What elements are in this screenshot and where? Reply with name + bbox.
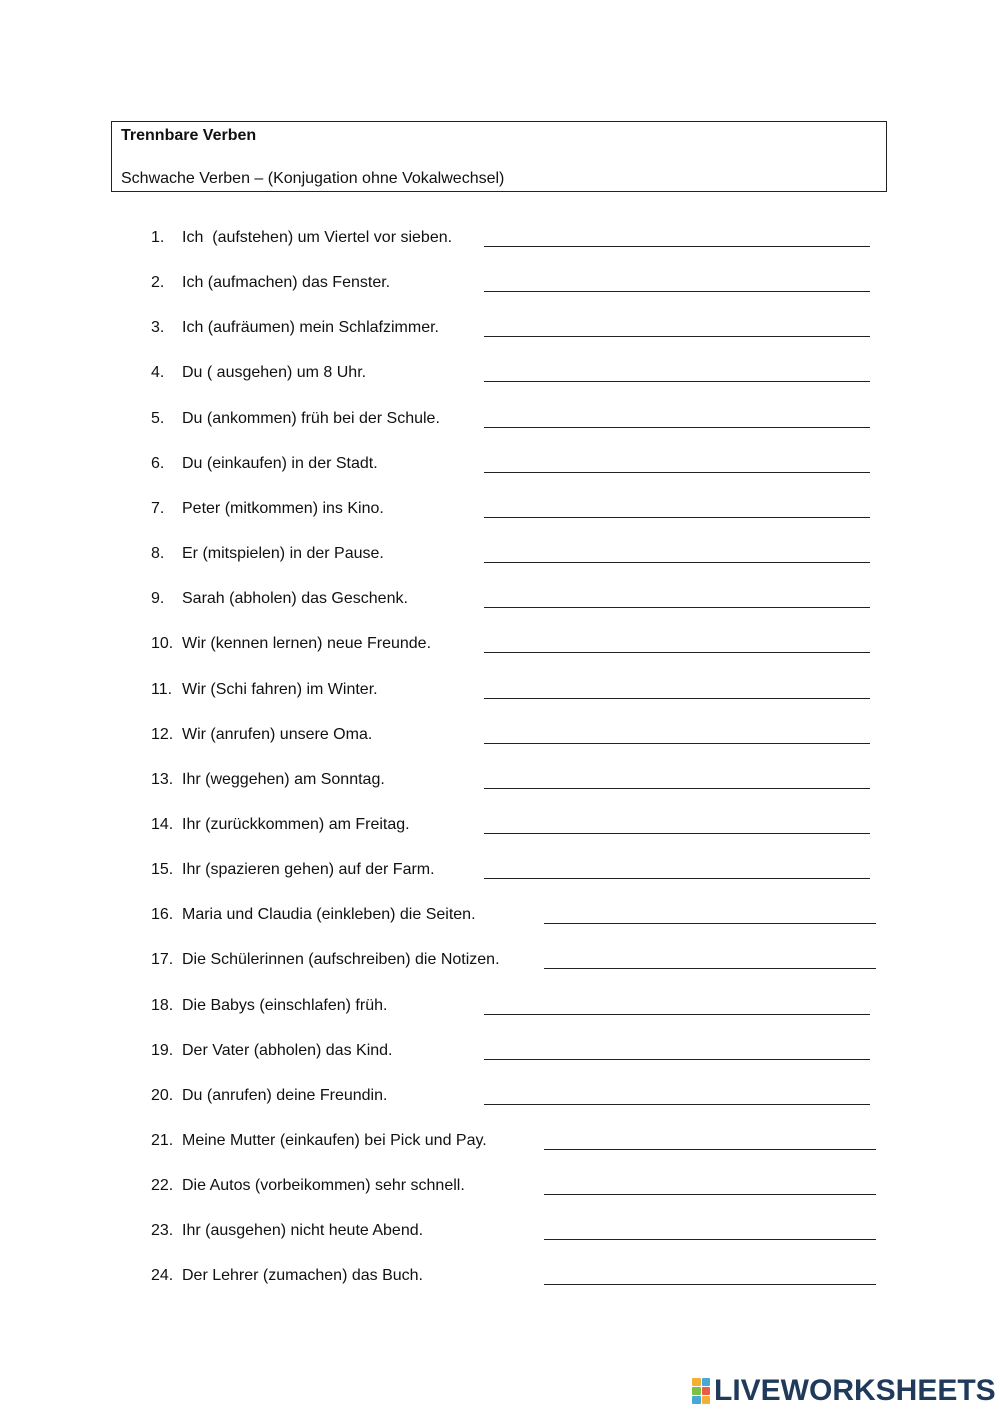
answer-line[interactable] [484,743,870,744]
exercise-sentence: Wir (Schi fahren) im Winter. [182,681,378,698]
logo-block [692,1396,701,1404]
exercise-number: 1. [151,229,165,246]
exercise-sentence: Der Lehrer (zumachen) das Buch. [182,1267,423,1284]
answer-line[interactable] [484,652,870,653]
exercise-sentence: Die Babys (einschlafen) früh. [182,997,388,1014]
exercise-sentence: Der Vater (abholen) das Kind. [182,1042,393,1059]
answer-line[interactable] [544,1284,876,1285]
logo-text: LIVEWORKSHEETS [714,1374,996,1407]
exercise-sentence: Wir (kennen lernen) neue Freunde. [182,635,432,652]
exercise-item [0,678,1000,702]
exercise-number: 3. [151,319,165,336]
exercise-sentence: Du (anrufen) deine Freundin. [182,1087,388,1104]
exercise-sentence: Du (ankommen) früh bei der Schule. [182,410,440,427]
exercise-number: 8. [151,545,165,562]
exercise-sentence: Maria und Claudia (einkleben) die Seiten. [182,906,476,923]
answer-line[interactable] [484,291,870,292]
exercise-sentence: Ihr (ausgehen) nicht heute Abend. [182,1222,424,1239]
exercise-item [0,1039,1000,1063]
header-box [111,121,887,192]
exercise-sentence: Die Autos (vorbeikommen) sehr schnell. [182,1177,465,1194]
answer-line[interactable] [484,562,870,563]
exercise-number: 16. [151,906,174,923]
exercise-item [0,497,1000,521]
exercise-number: 4. [151,364,165,381]
answer-line[interactable] [484,381,870,382]
logo-block [702,1378,711,1386]
logo-block [692,1387,701,1395]
exercise-item [0,903,1000,927]
exercise-item [0,813,1000,837]
exercise-number: 11. [151,681,173,698]
exercise-item [0,226,1000,250]
exercise-item [0,632,1000,656]
exercise-sentence: Ihr (spazieren gehen) auf der Farm. [182,861,435,878]
exercise-number: 24. [151,1267,174,1284]
exercise-sentence: Wir (anrufen) unsere Oma. [182,726,373,743]
answer-line[interactable] [484,1104,870,1105]
exercise-number: 17. [151,951,174,968]
exercise-sentence: Du ( ausgehen) um 8 Uhr. [182,364,367,381]
exercise-number: 9. [151,590,165,607]
exercise-sentence: Ich (aufstehen) um Viertel vor sieben. [182,229,453,246]
exercise-number: 18. [151,997,174,1014]
exercise-item [0,271,1000,295]
exercise-item [0,1264,1000,1288]
exercise-item [0,452,1000,476]
exercise-item [0,1219,1000,1243]
answer-line[interactable] [484,1059,870,1060]
exercise-number: 12. [151,726,174,743]
answer-line[interactable] [484,833,870,834]
answer-line[interactable] [484,607,870,608]
answer-line[interactable] [484,246,870,247]
answer-line[interactable] [544,923,876,924]
exercise-number: 6. [151,455,165,472]
exercise-number: 5. [151,410,165,427]
liveworksheets-logo-icon [692,1378,710,1404]
answer-line[interactable] [484,878,870,879]
exercise-item [0,361,1000,385]
exercise-item [0,542,1000,566]
answer-line[interactable] [484,336,870,337]
exercise-number: 22. [151,1177,174,1194]
exercise-sentence: Ich (aufmachen) das Fenster. [182,274,391,291]
answer-line[interactable] [544,1239,876,1240]
exercise-item [0,768,1000,792]
exercise-sentence: Du (einkaufen) in der Stadt. [182,455,378,472]
exercise-item [0,1084,1000,1108]
worksheet-title: Trennbare Verben [121,127,257,144]
exercise-item [0,1129,1000,1153]
answer-line[interactable] [484,1014,870,1015]
logo-block [692,1378,701,1386]
exercise-item [0,994,1000,1018]
worksheet-subtitle: Schwache Verben – (Konjugation ohne Vokalwechsel) [121,170,505,187]
logo-block [702,1387,711,1395]
exercise-sentence: Die Schülerinnen (aufschreiben) die Notizen. [182,951,500,968]
logo-block [702,1396,711,1404]
exercise-number: 15. [151,861,174,878]
exercise-sentence: Er (mitspielen) in der Pause. [182,545,384,562]
answer-line[interactable] [544,968,876,969]
exercise-sentence: Sarah (abholen) das Geschenk. [182,590,408,607]
answer-line[interactable] [544,1194,876,1195]
exercise-item [0,587,1000,611]
exercise-number: 13. [151,771,174,788]
exercise-number: 2. [151,274,165,291]
liveworksheets-logo [692,1374,996,1408]
exercise-sentence: Meine Mutter (einkaufen) bei Pick und Pay. [182,1132,487,1149]
exercise-number: 23. [151,1222,174,1239]
answer-line[interactable] [484,517,870,518]
exercise-number: 14. [151,816,174,833]
exercise-item [0,858,1000,882]
exercise-number: 20. [151,1087,174,1104]
exercise-number: 21. [151,1132,174,1149]
exercise-item [0,723,1000,747]
answer-line[interactable] [484,472,870,473]
exercise-item [0,1174,1000,1198]
exercise-item [0,948,1000,972]
exercise-item [0,407,1000,431]
exercise-sentence: Ihr (weggehen) am Sonntag. [182,771,385,788]
exercise-number: 7. [151,500,165,517]
answer-line[interactable] [484,427,870,428]
answer-line[interactable] [484,698,870,699]
exercise-item [0,316,1000,340]
exercise-sentence: Peter (mitkommen) ins Kino. [182,500,384,517]
exercise-number: 19. [151,1042,174,1059]
answer-line[interactable] [484,788,870,789]
answer-line[interactable] [544,1149,876,1150]
exercise-number: 10. [151,635,174,652]
exercise-sentence: Ihr (zurückkommen) am Freitag. [182,816,410,833]
exercise-sentence: Ich (aufräumen) mein Schlafzimmer. [182,319,439,336]
